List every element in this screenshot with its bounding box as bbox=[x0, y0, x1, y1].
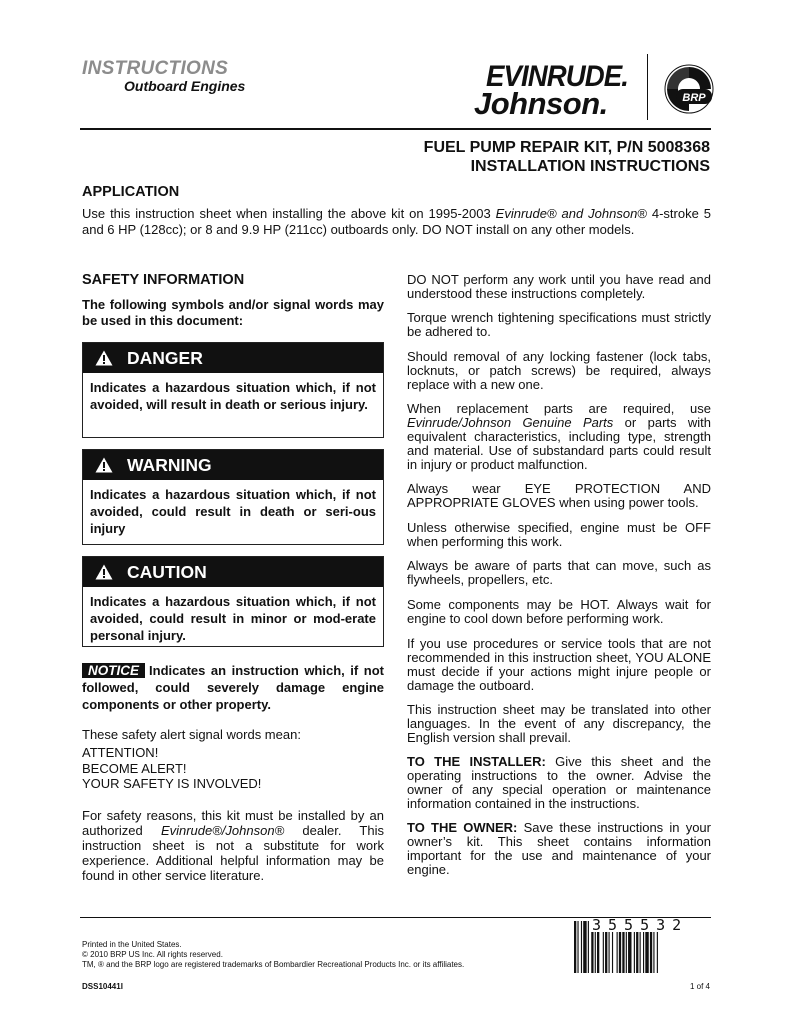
warning-triangle-icon bbox=[95, 564, 113, 580]
right-para-9: If you use procedures or service tools that are not recommended in this instruction sheet, YOU ALONE must decide if your actions might injure people or damage the outboard. bbox=[407, 636, 711, 693]
caution-box bbox=[82, 556, 384, 647]
owner-text: Save these instructions in your owner’s kit. This sheet contains information important for the use and maintenance of your engine. bbox=[407, 820, 711, 877]
warning-label: WARNING bbox=[127, 454, 212, 475]
caution-text: Indicates a hazardous situation which, if not avoided, could result in minor or mod-erate personal injury. bbox=[90, 594, 376, 643]
alert-word-become-alert: BECOME ALERT! bbox=[82, 760, 187, 776]
safety-reason-text-2: dealer. This instruction sheet is not a substitute for work experience. Additional helpful information may be found in other service literature. bbox=[82, 823, 384, 883]
right-para-6: Unless otherwise specified, engine must be OFF when performing this work. bbox=[407, 520, 711, 549]
right-para-4-emphasis: Evinrude/Johnson Genuine Parts bbox=[407, 415, 614, 430]
right-para-5: Always wear EYE PROTECTION AND APPROPRIATE GLOVES when using power tools. bbox=[407, 481, 711, 510]
evinrude-logo: EVINRUDE. bbox=[486, 60, 629, 93]
caution-label: CAUTION bbox=[127, 561, 207, 582]
footer-trademark: TM, ® and the BRP logo are registered trademarks of Bombardier Recreational Products Inc. or its affiliates. bbox=[82, 960, 465, 969]
owner-lead: TO THE OWNER: bbox=[407, 820, 518, 835]
brp-logo-icon bbox=[664, 64, 714, 114]
danger-header bbox=[83, 343, 383, 373]
danger-label: DANGER bbox=[127, 347, 203, 368]
application-text-2: 4-stroke 5 and 6 HP (128cc); or 8 and 9.9 HP (211cc) outboards only. DO NOT install on any other models. bbox=[82, 206, 711, 237]
right-para-owner bbox=[407, 821, 711, 877]
right-para-3: Should removal of any locking fastener (lock tabs, locknuts, or patch screws) be required, always replace with a new one. bbox=[407, 349, 711, 392]
alert-meaning: These safety alert signal words mean: bbox=[82, 727, 301, 742]
footer-copyright: © 2010 BRP US Inc. All rights reserved. bbox=[82, 950, 223, 959]
document-title bbox=[424, 138, 710, 176]
document-id: DSS10441I bbox=[82, 982, 123, 991]
right-para-installer bbox=[407, 755, 711, 811]
logo-divider bbox=[647, 54, 648, 120]
application-body bbox=[82, 206, 711, 237]
header-title: INSTRUCTIONS bbox=[82, 58, 229, 79]
footer-legal bbox=[82, 940, 464, 970]
installer-lead: TO THE INSTALLER: bbox=[407, 754, 546, 769]
brp-logo-text: BRP bbox=[682, 92, 706, 104]
application-brand: Evinrude® and Johnson® bbox=[495, 206, 647, 221]
right-para-1: DO NOT perform any work until you have read and understood these instructions completely. bbox=[407, 272, 711, 301]
johnson-logo: Johnson. bbox=[474, 86, 608, 121]
application-text-1: Use this instruction sheet when installing the above kit on 1995-2003 bbox=[82, 206, 496, 221]
application-heading: APPLICATION bbox=[82, 184, 180, 200]
right-para-4-text-a: When replacement parts are required, use bbox=[407, 401, 711, 416]
safety-reason-text-1: For safety reasons, this kit must be installed by an authorized bbox=[82, 808, 384, 838]
right-para-8: Some components may be HOT. Always wait for engine to cool down before performing work. bbox=[407, 597, 711, 626]
warning-triangle-icon bbox=[95, 457, 113, 473]
warning-triangle-icon bbox=[95, 350, 113, 366]
page-number: 1 of 4 bbox=[689, 982, 710, 991]
danger-text: Indicates a hazardous situation which, if not avoided, will result in death or serious injury. bbox=[90, 380, 376, 412]
header-rule bbox=[80, 128, 711, 130]
header-subtitle: Outboard Engines bbox=[124, 78, 246, 94]
warning-header bbox=[83, 450, 383, 480]
safety-reason-brand: Evinrude®/Johnson® bbox=[160, 823, 285, 838]
alert-word-attention: ATTENTION! bbox=[82, 745, 159, 760]
safety-intro: The following symbols and/or signal words may be used in this document: bbox=[82, 297, 384, 328]
barcode-number: 355532 bbox=[592, 916, 689, 934]
right-para-4-text-b: or parts with equivalent characteristics, including type, strength and material. Use of substandard parts could result in injury or product malfunction. bbox=[407, 415, 711, 472]
notice-badge: NOTICE bbox=[82, 663, 145, 678]
danger-box bbox=[82, 342, 384, 438]
alert-words bbox=[82, 745, 384, 792]
installer-text: Give this sheet and the operating instructions to the owner. Advise the owner of any special operation or maintenance information contained in the instructions. bbox=[407, 754, 711, 811]
warning-text: Indicates a hazardous situation which, if not avoided, could result in death or seri-ous injury bbox=[90, 487, 376, 536]
safety-reason bbox=[82, 808, 384, 883]
notice-block bbox=[82, 662, 384, 713]
alert-word-safety-involved: YOUR SAFETY IS INVOLVED! bbox=[82, 776, 262, 791]
notice-text: Indicates an instruction which, if not followed, could severely damage engine components or other property. bbox=[82, 663, 384, 712]
right-para-7: Always be aware of parts that can move, such as flywheels, propellers, etc. bbox=[407, 558, 711, 587]
safety-heading: SAFETY INFORMATION bbox=[82, 272, 245, 288]
right-para-10: This instruction sheet may be translated into other languages. In the event of any discrepancy, the English version shall prevail. bbox=[407, 702, 711, 745]
right-para-4 bbox=[407, 402, 711, 472]
right-para-2: Torque wrench tightening specifications must strictly be adhered to. bbox=[407, 310, 711, 339]
footer-printed: Printed in the United States. bbox=[82, 940, 182, 949]
warning-box bbox=[82, 449, 384, 545]
document-title-line-2: INSTALLATION INSTRUCTIONS bbox=[470, 158, 710, 175]
caution-header bbox=[83, 557, 383, 587]
document-title-line-1: FUEL PUMP REPAIR KIT, P/N 5008368 bbox=[423, 139, 710, 156]
